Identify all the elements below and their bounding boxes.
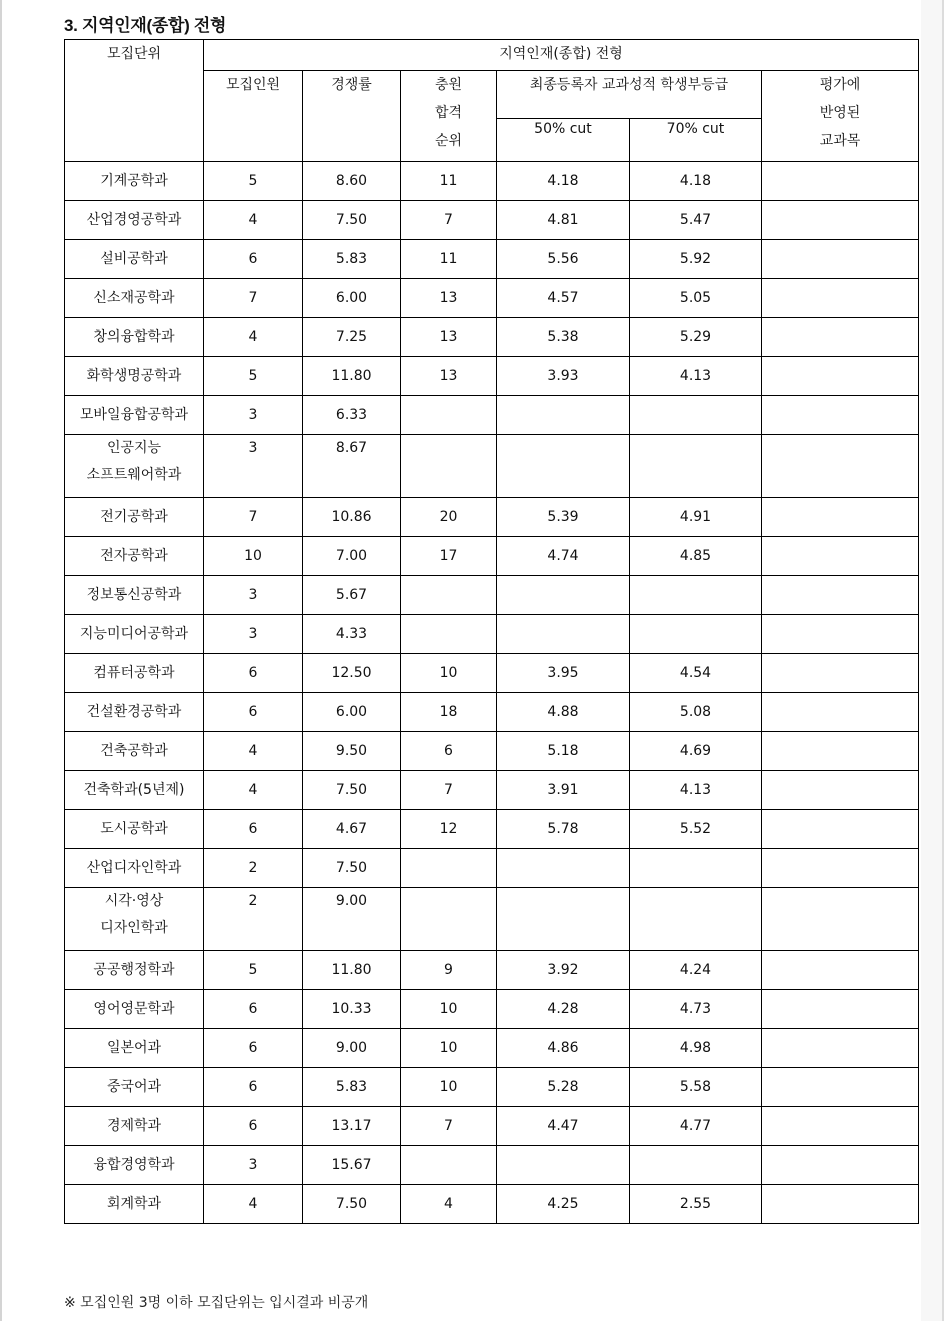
cell-cut50: 3.91 — [497, 771, 630, 810]
admission-results-table — [64, 39, 919, 1224]
cell-unit: 산업디자인학과 — [65, 849, 204, 888]
table-row — [65, 357, 919, 396]
cell-waitlist: 4 — [401, 1185, 497, 1224]
cell-competition: 5.83 — [303, 240, 401, 279]
cell-subjects — [762, 240, 919, 279]
page-right-margin — [921, 0, 942, 1321]
cell-waitlist: 11 — [401, 162, 497, 201]
table-row — [65, 951, 919, 990]
cell-competition: 4.67 — [303, 810, 401, 849]
cell-subjects — [762, 201, 919, 240]
cell-cut70: 5.05 — [630, 279, 762, 318]
cell-quota: 3 — [204, 576, 303, 615]
cell-unit: 경제학과 — [65, 1107, 204, 1146]
page-left-border — [0, 0, 2, 1321]
cell-competition: 7.50 — [303, 771, 401, 810]
cell-waitlist: 9 — [401, 951, 497, 990]
cell-quota: 6 — [204, 810, 303, 849]
cell-cut50: 4.25 — [497, 1185, 630, 1224]
cell-cut70 — [630, 888, 762, 951]
table-row — [65, 1185, 919, 1224]
cell-waitlist: 10 — [401, 1068, 497, 1107]
cell-unit: 융합경영학과 — [65, 1146, 204, 1185]
table-row — [65, 537, 919, 576]
cell-cut50: 4.57 — [497, 279, 630, 318]
table-row — [65, 810, 919, 849]
header-subjects-line: 평가에 — [819, 77, 861, 93]
cell-quota: 3 — [204, 435, 303, 498]
cell-subjects — [762, 318, 919, 357]
cell-unit: 정보통신공학과 — [65, 576, 204, 615]
cell-cut50 — [497, 435, 630, 498]
cell-waitlist — [401, 888, 497, 951]
cell-cut70: 5.29 — [630, 318, 762, 357]
cell-waitlist: 7 — [401, 771, 497, 810]
cell-unit-line: 디자인학과 — [100, 920, 168, 936]
cell-competition: 9.00 — [303, 1029, 401, 1068]
cell-quota: 3 — [204, 615, 303, 654]
header-subjects — [762, 71, 919, 162]
cell-subjects — [762, 498, 919, 537]
cell-quota: 6 — [204, 1107, 303, 1146]
cell-quota: 6 — [204, 654, 303, 693]
cell-quota: 6 — [204, 1029, 303, 1068]
header-grade-group: 최종등록자 교과성적 학생부등급 — [497, 71, 762, 119]
cell-unit: 산업경영공학과 — [65, 201, 204, 240]
cell-quota: 4 — [204, 732, 303, 771]
cell-competition: 10.33 — [303, 990, 401, 1029]
cell-cut50: 5.39 — [497, 498, 630, 537]
header-subjects-line: 반영된 — [819, 105, 861, 121]
cell-waitlist — [401, 576, 497, 615]
header-quota: 모집인원 — [204, 71, 303, 162]
cell-subjects — [762, 1107, 919, 1146]
cell-cut70: 4.54 — [630, 654, 762, 693]
cell-subjects — [762, 654, 919, 693]
cell-cut50 — [497, 849, 630, 888]
cell-subjects — [762, 732, 919, 771]
cell-unit: 건설환경공학과 — [65, 693, 204, 732]
cell-subjects — [762, 576, 919, 615]
table-body — [65, 162, 919, 1224]
table-row — [65, 732, 919, 771]
cell-cut70: 2.55 — [630, 1185, 762, 1224]
cell-cut50: 5.18 — [497, 732, 630, 771]
table-row — [65, 990, 919, 1029]
cell-quota: 2 — [204, 888, 303, 951]
cell-unit: 공공행정학과 — [65, 951, 204, 990]
cell-competition: 10.86 — [303, 498, 401, 537]
cell-unit: 모바일융합공학과 — [65, 396, 204, 435]
cell-competition: 5.67 — [303, 576, 401, 615]
cell-waitlist: 13 — [401, 357, 497, 396]
cell-cut70: 5.52 — [630, 810, 762, 849]
table-row — [65, 201, 919, 240]
cell-competition: 13.17 — [303, 1107, 401, 1146]
cell-cut50: 5.28 — [497, 1068, 630, 1107]
cell-subjects — [762, 951, 919, 990]
cell-quota: 10 — [204, 537, 303, 576]
cell-cut50: 4.18 — [497, 162, 630, 201]
cell-waitlist: 17 — [401, 537, 497, 576]
table-row — [65, 888, 919, 951]
table-row — [65, 1146, 919, 1185]
cell-subjects — [762, 279, 919, 318]
table-row — [65, 693, 919, 732]
cell-waitlist: 13 — [401, 279, 497, 318]
cell-waitlist: 7 — [401, 1107, 497, 1146]
cell-subjects — [762, 1029, 919, 1068]
section-title: 3. 지역인재(종합) 전형 — [64, 16, 227, 35]
cell-cut70 — [630, 849, 762, 888]
cell-cut70 — [630, 396, 762, 435]
cell-competition: 11.80 — [303, 357, 401, 396]
cell-competition: 9.00 — [303, 888, 401, 951]
cell-competition: 7.50 — [303, 849, 401, 888]
cell-unit: 설비공학과 — [65, 240, 204, 279]
cell-unit: 회계학과 — [65, 1185, 204, 1224]
table-row — [65, 1107, 919, 1146]
cell-subjects — [762, 771, 919, 810]
cell-subjects — [762, 810, 919, 849]
header-waitlist-line: 충원 — [434, 77, 463, 93]
cell-cut50 — [497, 615, 630, 654]
header-waitlist-line: 순위 — [434, 133, 463, 149]
cell-waitlist: 10 — [401, 654, 497, 693]
table-row — [65, 435, 919, 498]
cell-unit: 지능미디어공학과 — [65, 615, 204, 654]
cell-subjects — [762, 435, 919, 498]
cell-waitlist: 12 — [401, 810, 497, 849]
cell-unit: 컴퓨터공학과 — [65, 654, 204, 693]
cell-subjects — [762, 162, 919, 201]
cell-competition: 7.25 — [303, 318, 401, 357]
cell-subjects — [762, 1185, 919, 1224]
cell-quota: 3 — [204, 1146, 303, 1185]
table-row — [65, 318, 919, 357]
table-row — [65, 240, 919, 279]
table-row — [65, 498, 919, 537]
cell-waitlist: 10 — [401, 1029, 497, 1068]
header-cut70: 70% cut — [630, 119, 762, 162]
cell-competition: 4.33 — [303, 615, 401, 654]
cell-cut50 — [497, 396, 630, 435]
cell-cut70: 4.18 — [630, 162, 762, 201]
cell-cut70: 4.13 — [630, 357, 762, 396]
cell-unit-line: 시각·영상 — [104, 893, 164, 909]
cell-cut50: 3.95 — [497, 654, 630, 693]
cell-cut50: 4.28 — [497, 990, 630, 1029]
header-subjects-line: 교과목 — [819, 133, 861, 149]
cell-unit: 일본어과 — [65, 1029, 204, 1068]
cell-waitlist — [401, 615, 497, 654]
cell-cut50: 5.78 — [497, 810, 630, 849]
cell-waitlist — [401, 1146, 497, 1185]
cell-unit: 기계공학과 — [65, 162, 204, 201]
cell-unit: 전자공학과 — [65, 537, 204, 576]
footnote: ※ 모집인원 3명 이하 모집단위는 입시결과 비공개 — [64, 1295, 369, 1311]
cell-cut50: 3.93 — [497, 357, 630, 396]
table-row — [65, 279, 919, 318]
table-row — [65, 396, 919, 435]
cell-waitlist: 6 — [401, 732, 497, 771]
cell-quota: 5 — [204, 162, 303, 201]
cell-cut50: 4.74 — [497, 537, 630, 576]
cell-cut70: 4.98 — [630, 1029, 762, 1068]
cell-cut70: 4.85 — [630, 537, 762, 576]
cell-subjects — [762, 615, 919, 654]
cell-cut70: 4.24 — [630, 951, 762, 990]
header-cut50: 50% cut — [497, 119, 630, 162]
cell-subjects — [762, 888, 919, 951]
cell-waitlist: 18 — [401, 693, 497, 732]
cell-waitlist — [401, 435, 497, 498]
cell-unit: 영어영문학과 — [65, 990, 204, 1029]
cell-subjects — [762, 849, 919, 888]
cell-competition: 6.00 — [303, 279, 401, 318]
cell-subjects — [762, 1068, 919, 1107]
cell-subjects — [762, 357, 919, 396]
table-row — [65, 615, 919, 654]
cell-unit-line: 인공지능 — [106, 440, 162, 456]
cell-cut50: 4.47 — [497, 1107, 630, 1146]
cell-unit: 신소재공학과 — [65, 279, 204, 318]
table-row — [65, 1029, 919, 1068]
cell-competition: 7.50 — [303, 201, 401, 240]
cell-waitlist: 13 — [401, 318, 497, 357]
cell-competition: 8.60 — [303, 162, 401, 201]
cell-quota: 6 — [204, 693, 303, 732]
table-row — [65, 849, 919, 888]
cell-cut70 — [630, 1146, 762, 1185]
cell-cut50 — [497, 576, 630, 615]
cell-waitlist — [401, 396, 497, 435]
cell-cut70: 4.13 — [630, 771, 762, 810]
table-row — [65, 654, 919, 693]
cell-cut70: 4.91 — [630, 498, 762, 537]
header-unit: 모집단위 — [65, 40, 204, 162]
cell-cut50: 5.56 — [497, 240, 630, 279]
cell-cut70 — [630, 435, 762, 498]
cell-cut50: 3.92 — [497, 951, 630, 990]
cell-quota: 6 — [204, 240, 303, 279]
cell-unit: 건축학과(5년제) — [65, 771, 204, 810]
cell-unit — [65, 888, 204, 951]
cell-competition: 5.83 — [303, 1068, 401, 1107]
cell-quota: 4 — [204, 771, 303, 810]
cell-quota: 5 — [204, 357, 303, 396]
cell-cut50: 4.81 — [497, 201, 630, 240]
cell-subjects — [762, 1146, 919, 1185]
cell-unit: 도시공학과 — [65, 810, 204, 849]
cell-cut70: 5.58 — [630, 1068, 762, 1107]
header-group: 지역인재(종합) 전형 — [204, 40, 919, 71]
cell-quota: 4 — [204, 1185, 303, 1224]
cell-quota: 7 — [204, 498, 303, 537]
cell-waitlist: 10 — [401, 990, 497, 1029]
cell-unit: 화학생명공학과 — [65, 357, 204, 396]
cell-quota: 6 — [204, 990, 303, 1029]
cell-cut50 — [497, 1146, 630, 1185]
cell-competition: 6.33 — [303, 396, 401, 435]
cell-unit — [65, 435, 204, 498]
cell-cut70: 4.73 — [630, 990, 762, 1029]
cell-waitlist: 20 — [401, 498, 497, 537]
cell-quota: 6 — [204, 1068, 303, 1107]
cell-quota: 4 — [204, 318, 303, 357]
cell-unit: 전기공학과 — [65, 498, 204, 537]
cell-competition: 9.50 — [303, 732, 401, 771]
cell-competition: 11.80 — [303, 951, 401, 990]
cell-quota: 7 — [204, 279, 303, 318]
table-row — [65, 1068, 919, 1107]
cell-unit-line: 소프트웨어학과 — [86, 467, 182, 483]
cell-subjects — [762, 396, 919, 435]
cell-unit: 건축공학과 — [65, 732, 204, 771]
cell-quota: 2 — [204, 849, 303, 888]
cell-subjects — [762, 693, 919, 732]
cell-quota: 3 — [204, 396, 303, 435]
header-waitlist-line: 합격 — [434, 105, 463, 121]
cell-cut70: 5.92 — [630, 240, 762, 279]
cell-cut70: 4.69 — [630, 732, 762, 771]
cell-subjects — [762, 537, 919, 576]
cell-competition: 8.67 — [303, 435, 401, 498]
cell-cut50: 5.38 — [497, 318, 630, 357]
cell-cut70 — [630, 615, 762, 654]
cell-cut70: 5.47 — [630, 201, 762, 240]
table-row — [65, 162, 919, 201]
cell-competition: 6.00 — [303, 693, 401, 732]
header-competition: 경쟁률 — [303, 71, 401, 162]
cell-competition: 15.67 — [303, 1146, 401, 1185]
cell-waitlist: 7 — [401, 201, 497, 240]
cell-cut70 — [630, 576, 762, 615]
table-row — [65, 771, 919, 810]
cell-cut70: 4.77 — [630, 1107, 762, 1146]
cell-competition: 7.50 — [303, 1185, 401, 1224]
cell-unit: 중국어과 — [65, 1068, 204, 1107]
header-waitlist — [401, 71, 497, 162]
table-row — [65, 576, 919, 615]
cell-cut50: 4.86 — [497, 1029, 630, 1068]
cell-waitlist: 11 — [401, 240, 497, 279]
cell-unit: 창의융합학과 — [65, 318, 204, 357]
cell-cut50: 4.88 — [497, 693, 630, 732]
cell-competition: 7.00 — [303, 537, 401, 576]
cell-waitlist — [401, 849, 497, 888]
cell-cut50 — [497, 888, 630, 951]
cell-subjects — [762, 990, 919, 1029]
cell-cut70: 5.08 — [630, 693, 762, 732]
cell-quota: 5 — [204, 951, 303, 990]
cell-quota: 4 — [204, 201, 303, 240]
cell-competition: 12.50 — [303, 654, 401, 693]
